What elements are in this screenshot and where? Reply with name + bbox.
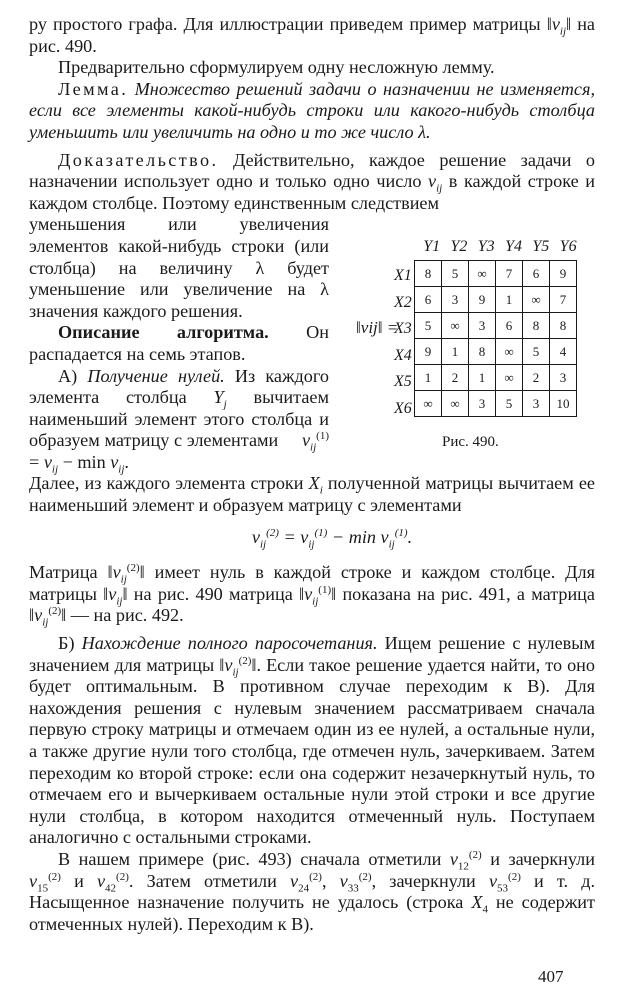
lemma-heading: Лемма. [58, 78, 129, 99]
matrix-cell: ∞ [442, 391, 469, 417]
matrix-row [415, 261, 577, 287]
matrix-cell: 2 [523, 365, 550, 391]
matrix-cell: ∞ [442, 313, 469, 339]
column-header: Y6 [559, 238, 577, 255]
matrix-row [415, 391, 577, 417]
matrix-label: ‖vij‖ = [356, 318, 399, 337]
matrix-cell: 9 [415, 339, 442, 365]
matrix-cell: ∞ [496, 365, 523, 391]
matrix-cell: 10 [550, 391, 577, 417]
column-header: Y3 [477, 238, 495, 255]
matrix-cell: 9 [550, 261, 577, 287]
matrix-cell: ∞ [496, 339, 523, 365]
step-b-title: Нахождение полного паросочетания. [81, 633, 378, 654]
matrix-cell: 1 [415, 365, 442, 391]
lemma [29, 79, 595, 144]
step-a-title: Получение нулей. [87, 365, 225, 386]
lemma-text: Множество решений задачи о назначении не изменяется, если все элементы какой-нибудь строки или какого-нибудь столбца уменьшить или увеличить на одно и то же число λ. [29, 78, 595, 142]
matrix-cell: 6 [523, 261, 550, 287]
matrix-cell: 3 [523, 391, 550, 417]
matrix-row [415, 339, 577, 365]
proof-first: Доказательство. Действительно, каждое решение задачи о назначении использует одно и только одно число $v_{ij}$ в каждой строке и каждом столбце. Поэтому единственным следствием [29, 149, 595, 213]
figure-caption: Рис. 490. [442, 434, 499, 450]
matrix-cell: 5 [523, 339, 550, 365]
row-header: X6 [394, 399, 412, 417]
paragraph-example: В нашем примере (рис. 493) сначала отметили $v_{12}^{(2)}$ и зачеркнули $v_{15}^{(2)}$ и $v_{42}^{(2)}$. Затем отметили $v_{24}^{(2)}$, $v_{33}^{(2)}$, зачеркнули $v_{53}^{(2)}$ и т. д. Насыщенное назначение получить не удалось (строка $X_4$ не содержит отмеченных нулей). Переходим к В). [29, 848, 596, 934]
column-header: Y4 [505, 238, 522, 255]
matrix-cell: ∞ [523, 287, 550, 313]
matrix-cell: 5 [415, 313, 442, 339]
formula-2: $v_{ij}^{(2)} = v_{ij}^{(1)} - \min v_{ij}^{(1)}$. [251, 526, 413, 551]
matrix-cell: ∞ [469, 261, 496, 287]
column-headers [418, 236, 582, 258]
matrix-cell: 8 [415, 261, 442, 287]
paragraph-after-step-a: Далее, из каждого элемента строки $X_i$ полученной матрицы вычитаем ее наименьший элемент и образуем матрицу с элементами [29, 473, 595, 516]
row-headers [394, 263, 412, 422]
matrix-cell: 1 [496, 287, 523, 313]
paragraph-lemma-intro: Предварительно сформулируем одну несложную лемму. [58, 57, 495, 78]
row-header: X1 [394, 267, 412, 284]
matrix-cell: 9 [469, 287, 496, 313]
matrix-cell: 1 [442, 339, 469, 365]
step-b: Б) Нахождение полного паросочетания. Ищем решение с нулевым значением для матрицы $‖v_{ij}^{(2)}‖$. Если такое решение удается найти, то оно будет оптимальным. В противном случае переходим к В). Для нахождения решения с нулевым значением рассматриваем сначала первую строку матрицы и отмечаем один из ее нулей, а остальные нули, а также другие нули того столбца, где отмечен нуль, зачеркиваем. Затем переходим ко второй строке: если она содержит незачеркнутый нуль, то отмечаем его и вычеркиваем остальные нули этой строки и все другие нули столбца, в котором находится отмеченный нуль. Поступаем аналогично с остальными строками. [29, 633, 595, 848]
matrix-cell: 8 [469, 339, 496, 365]
matrix-cell: 5 [496, 391, 523, 417]
paragraph-intro: ру простого графа. Для иллюстрации приведем пример матрицы $‖v_{ij}‖$ на рис. 490. [29, 14, 595, 56]
matrix-cell: 3 [469, 313, 496, 339]
row-header: X2 [394, 293, 412, 311]
matrix-cell: 3 [442, 287, 469, 313]
matrix-cell: 3 [469, 391, 496, 417]
paragraph-matrices: Матрица $‖v_{ij}^{(2)}‖$ имеет нуль в каждой строке и каждом столбце. Для матрицы $‖v_{ij}‖$ на рис. 490 матрица $‖v_{ij}^{(1)}‖$ показана на рис. 491, а матрица $‖v_{ij}^{(2)}‖$ — на рис. 492. [29, 562, 595, 630]
matrix-cell: 8 [550, 313, 577, 339]
matrix-cell: 6 [415, 287, 442, 313]
matrix-cell: 7 [550, 287, 577, 313]
column-header: Y2 [450, 238, 468, 255]
algorithm-heading: Описание алгоритма. [58, 322, 269, 343]
matrix-cell: ∞ [415, 391, 442, 417]
row-header: X3 [394, 320, 412, 337]
proof-continued: уменьшения или увеличения элементов какой-нибудь строки (или столбца) на величину λ будет уменьшение или увеличение на λ значения каждого решения. [29, 214, 329, 321]
matrix-cell: 1 [469, 365, 496, 391]
cost-matrix [414, 260, 577, 417]
matrix-row [415, 287, 577, 313]
page-number: 407 [538, 967, 564, 986]
column-header: Y1 [423, 238, 441, 255]
column-header: Y5 [532, 238, 550, 255]
matrix-cell: 7 [496, 261, 523, 287]
step-a: А) Получение нулей. Из каждого элемента столбца $Y_j$ вычитаем наименьший элемент этого столбца и образуем матрицу с элементами $v_{ij}^{(1)} = v_{ij} - \min v_{ij}$. [29, 365, 330, 476]
algorithm-intro: Описание алгоритма. Он распадается на семь этапов. [29, 322, 329, 364]
page-body [29, 14, 595, 935]
matrix-cell: 6 [496, 313, 523, 339]
matrix-cell: 2 [442, 365, 469, 391]
left-column [29, 214, 330, 476]
matrix-row [415, 313, 577, 339]
row-header: X5 [394, 373, 412, 390]
matrix-cell: 4 [550, 339, 577, 365]
matrix-cell: 8 [523, 313, 550, 339]
matrix-cell: 3 [550, 365, 577, 391]
proof-heading: Доказательство. [58, 149, 219, 170]
matrix-cell: 5 [442, 261, 469, 287]
row-header: X4 [394, 346, 412, 364]
matrix-row [415, 365, 577, 391]
